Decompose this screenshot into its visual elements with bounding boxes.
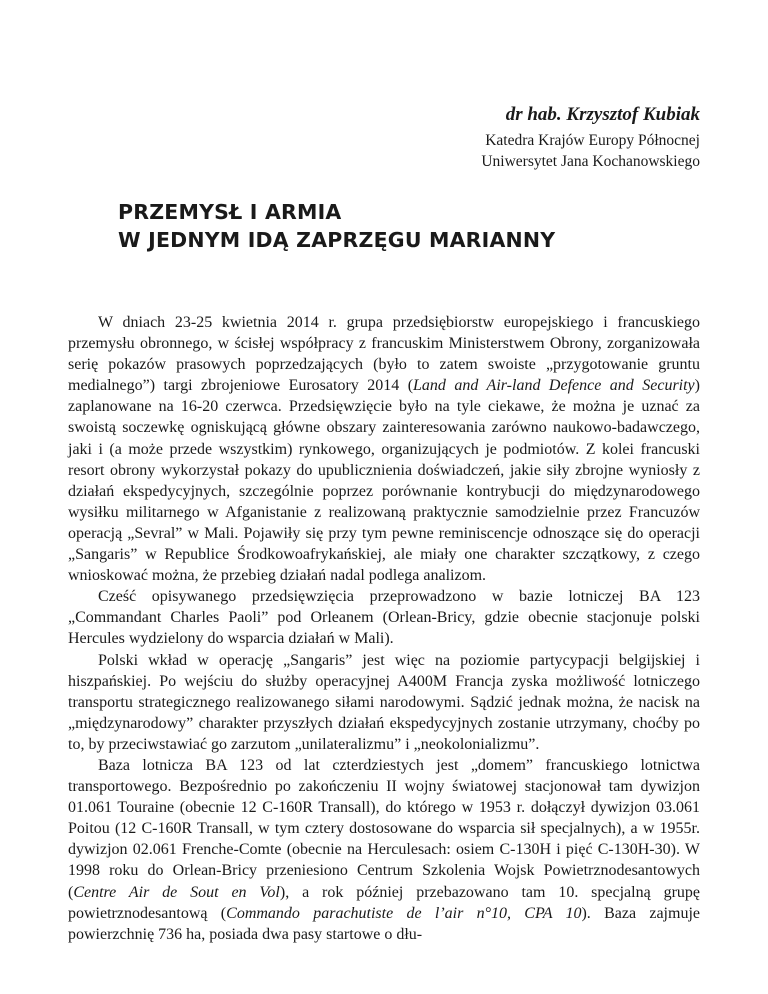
- paragraph-2: Cześć opisywanego przedsięwzięcia przeprowadzono w bazie lotniczej BA 123 „Commandant Charles Paoli” pod Orleanem (Orlean-Bricy, gdzie obecnie stacjonuje polski Hercules wydzielony do wsparcia działań w Mali).: [68, 588, 700, 648]
- title-line-1: PRZEMYSŁ I ARMIA: [118, 200, 342, 224]
- article-title: [118, 198, 555, 254]
- affiliation-university: Uniwersytet Jana Kochanowskiego: [481, 153, 700, 170]
- article-body: [68, 312, 700, 945]
- author-name: dr hab. Krzysztof Kubiak: [505, 104, 700, 125]
- author-block: [481, 102, 700, 172]
- paragraph-1-text-b: ) zaplanowane na 16-20 czerwca. Przedsięwzięcie było na tyle ciekawe, że można je uznać za swoistą soczewkę ogniskującą główne obszary zainteresowania zarówno naukowo-badawczego, jaki i (a może przede wszystkim) rynkowego, organizujących je podmiotów. Z kolei francuski resort obrony wykorzystał pokazy do upublicznienia doświadczeń, jakie siły zbrojne wyniosły z działań ekspedycyjnych, szczególnie poprzez porównanie kontrybucji do międzynarodowego wysiłku militarnego w Afganistanie z realizowaną praktycznie samodzielnie przez Francuzów operacją „Sevral” w Mali. Pojawiły się przy tym pewne reminiscencje odnoszące się do operacji „Sangaris” w Republice Środkowoafrykańskiej, ale miały one charakter szczątkowy, z czego wnioskować można, że przebieg działań nadal podlega analizom.: [68, 377, 700, 585]
- paragraph-1-italic: Land and Air-land Defence and Security: [413, 377, 695, 395]
- paragraph-4: [68, 755, 700, 945]
- paragraph-1: [68, 312, 700, 586]
- title-line-2: W JEDNYM IDĄ ZAPRZĘGU MARIANNY: [118, 228, 556, 252]
- paragraph-4-text-b: ), a rok później przebazowano tam 10. specjalną grupę powietrznodesantową (: [68, 883, 701, 922]
- paragraph-4-italic-1: Centre Air de Sout en Vol: [73, 883, 280, 901]
- paragraph-1-text-a: W dniach 23-25 kwietnia 2014 r. grupa przedsiębiorstw europejskiego i francuskiego przemysłu obronnego, w ścisłej współpracy z francuskim Ministerstwem Obrony, zorganizowała serię pokazów prasowych poprzedzających (było to zatem swoiste „przygotowanie gruntu medialnego”) targi zbrojeniowe Eurosatory 2014 (: [68, 314, 700, 395]
- paragraph-4-text-a: Baza lotnicza BA 123 od lat czterdziestych jest „domem” francuskiego lotnictwa transportowego. Bezpośrednio po zakończeniu II wojny światowej stacjonował tam dywizjon 01.061 Touraine (obecnie 12 C-160R Transall), do którego w 1953 r. dołączył dywizjon 03.061 Poitou (12 C-160R Transall, w tym cztery dostosowane do wsparcia sił specjalnych), a w 1955r. dywizjon 02.061 Frenche-Comte (obecnie na Herculesach: osiem C-130H i pięć C-130H-30). W 1998 roku do Orlean-Bricy przeniesiono Centrum Szkolenia Wojsk Powietrznodesantowych (: [68, 756, 700, 901]
- affiliation-department: Katedra Krajów Europy Północnej: [485, 132, 700, 149]
- paragraph-3: Polski wkład w operację „Sangaris” jest więc na poziomie partycypacji belgijskiej i hiszpańskiej. Po wejściu do służby operacyjnej A400M Francja zyska możliwość lotniczego transportu strategicznego realizowanego siłami narodowymi. Sądzić jednak można, że nacisk na „międzynarodowy” charakter przyszłych działań ekspedycyjnych zostanie utrzymany, choćby po to, by przeciwstawiać go zarzutom „unilateralizmu” i „neokolonializmu”.: [68, 651, 700, 753]
- paragraph-4-italic-2: Commando parachutiste de l’air n°10, CPA 10: [226, 904, 582, 922]
- paragraph-4-text-c: ). Baza zajmuje powierzchnię 736 ha, posiada dwa pasy startowe o dłu-: [68, 904, 700, 943]
